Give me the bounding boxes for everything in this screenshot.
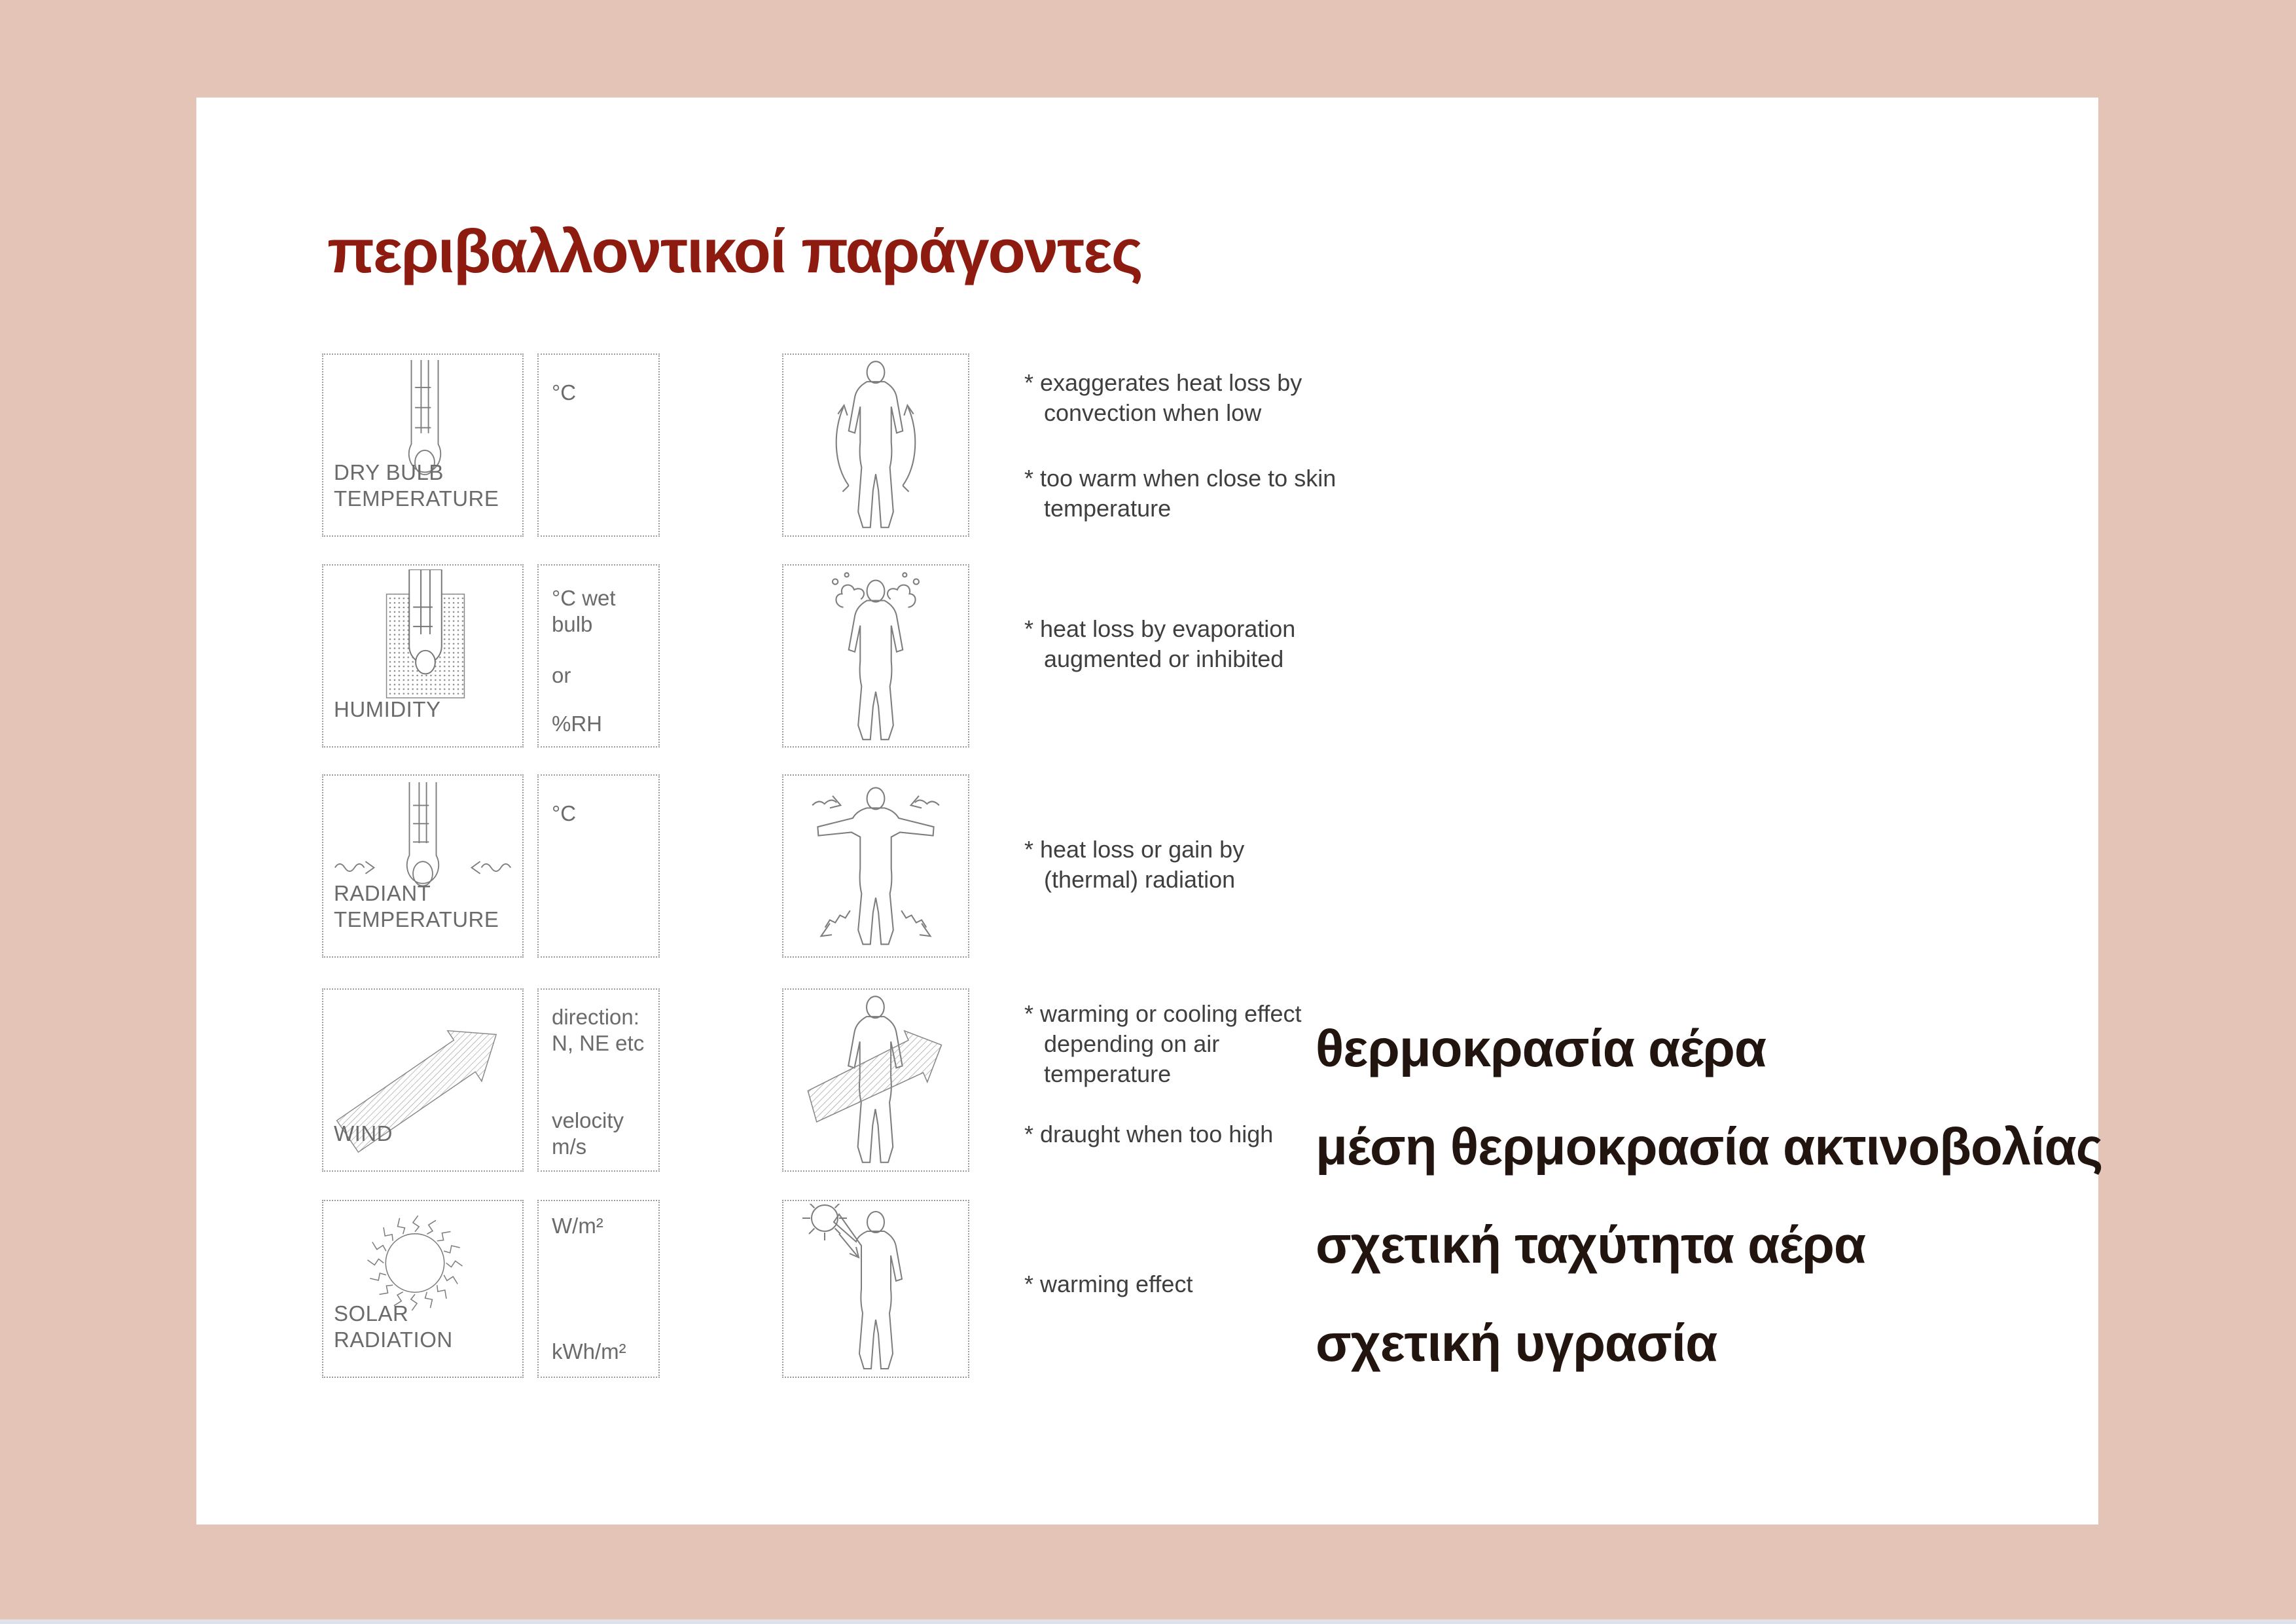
factor-label: RADIANT TEMPERATURE xyxy=(334,881,499,931)
unit-label: kWh/m² xyxy=(552,1339,626,1363)
greek-factor-relative-humidity: σχετική υγρασία xyxy=(1316,1314,1717,1372)
page-title: περιβαλλοντικοί παράγοντες xyxy=(327,217,1142,285)
effect-note: * too warm when close to skin temperature xyxy=(1024,465,1336,522)
figure-convection-arrows-icon xyxy=(787,357,964,533)
factor-label: HUMIDITY xyxy=(334,697,441,721)
effect-note: * warming effect xyxy=(1024,1271,1193,1297)
effect-note: * exaggerates heat loss by convection when low xyxy=(1024,369,1302,426)
figure-box xyxy=(782,988,969,1172)
figure-box xyxy=(782,564,969,748)
factor-units-box xyxy=(537,353,660,537)
factor-icon-box xyxy=(322,564,524,748)
figure-radiation-icon xyxy=(787,778,964,954)
factor-icon-box xyxy=(322,353,524,537)
unit-label: °C xyxy=(552,801,577,825)
unit-label: or xyxy=(552,663,571,687)
factor-label: DRY BULB TEMPERATURE xyxy=(334,460,499,511)
figure-solar-gain-icon xyxy=(787,1204,964,1374)
wet-bulb-thermometer-icon xyxy=(367,569,484,706)
unit-label: %RH xyxy=(552,712,603,736)
effects-list xyxy=(1024,1200,1325,1378)
factor-icon-box xyxy=(322,988,524,1172)
greek-factor-air-temperature: θερμοκρασία αέρα xyxy=(1316,1019,1767,1077)
greek-factor-mean-radiant-temperature: μέση θερμοκρασία ακτινοβολίας xyxy=(1316,1117,2103,1176)
effects-list xyxy=(1024,774,1325,958)
effect-note: * warming or cooling effect depending on air temperature xyxy=(1024,1000,1302,1087)
effect-note: * heat loss by evaporation augmented or inhibited xyxy=(1024,615,1296,672)
effects-list xyxy=(1024,988,1325,1172)
figure-wind-arrow-icon xyxy=(786,992,968,1168)
bottom-edge-strip xyxy=(0,1619,2296,1624)
effect-note: * draught when too high xyxy=(1024,1121,1274,1147)
factor-units-box xyxy=(537,564,660,748)
greek-factor-relative-air-speed: σχετική ταχύτητα αέρα xyxy=(1316,1216,1866,1274)
unit-label: °C wet bulb xyxy=(552,586,616,636)
factor-units-box xyxy=(537,988,660,1172)
factor-units-box xyxy=(537,1200,660,1378)
unit-label: W/m² xyxy=(552,1214,603,1238)
factor-units-box xyxy=(537,774,660,958)
figure-evaporation-icon xyxy=(787,568,964,744)
factor-icon-box xyxy=(322,1200,524,1378)
factor-label: WIND xyxy=(334,1121,393,1146)
effects-list xyxy=(1024,564,1325,748)
figure-box xyxy=(782,774,969,958)
effects-list xyxy=(1024,353,1336,537)
unit-label: °C xyxy=(552,380,577,405)
factor-icon-box xyxy=(322,774,524,958)
unit-label: direction: N, NE etc xyxy=(552,1005,645,1055)
effect-note: * heat loss or gain by (thermal) radiation xyxy=(1024,836,1245,893)
unit-label: velocity m/s xyxy=(552,1108,624,1159)
figure-box xyxy=(782,1200,969,1378)
factor-label: SOLAR RADIATION xyxy=(334,1301,453,1352)
figure-box xyxy=(782,353,969,537)
